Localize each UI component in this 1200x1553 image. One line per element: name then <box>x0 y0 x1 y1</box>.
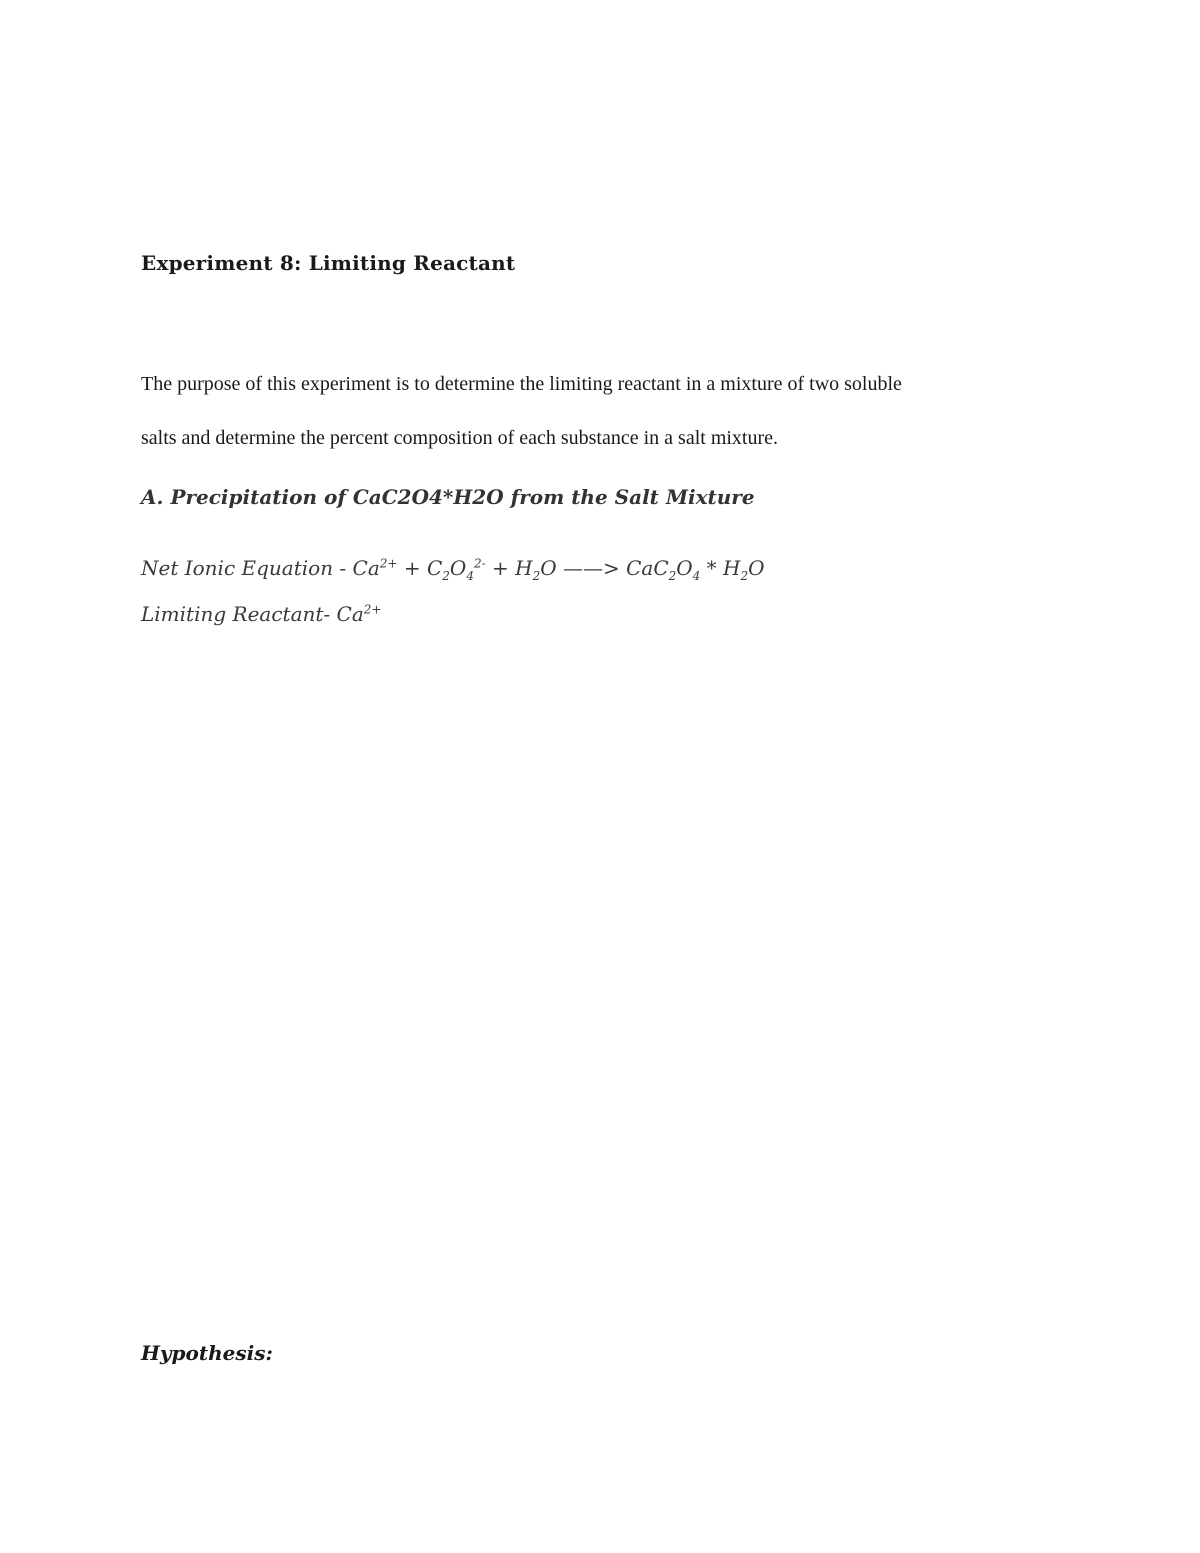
purpose-line-2: salts and determine the percent composition of each substance in a salt mixture. <box>141 427 779 449</box>
equation-plus-1: + C <box>397 556 443 580</box>
equation-arrow-product: O ——> CaC <box>540 556 669 580</box>
o-subscript: 4 <box>466 569 474 583</box>
limiting-reactant <box>141 602 381 626</box>
product-h-subscript: 2 <box>740 569 749 583</box>
purpose-paragraph <box>141 357 1061 465</box>
page-title: Experiment 8: Limiting Reactant <box>141 251 516 275</box>
equation-end: O <box>748 556 765 580</box>
net-ionic-equation <box>141 556 765 583</box>
equation-star-h: * H <box>700 556 741 580</box>
equation-label: Net Ionic Equation - Ca <box>141 556 380 580</box>
equation-plus-2: + H <box>485 556 533 580</box>
limiting-label: Limiting Reactant- Ca <box>141 602 364 626</box>
section-a-heading: A. Precipitation of CaC2O4*H2O from the Salt Mixture <box>141 485 755 509</box>
oxalate-charge: 2- <box>473 556 486 571</box>
limiting-charge: 2+ <box>363 602 382 617</box>
product-c-subscript: 2 <box>668 569 677 583</box>
product-oxygen: O <box>676 556 693 580</box>
product-o-subscript: 4 <box>692 569 701 583</box>
oxygen: O <box>449 556 467 580</box>
purpose-line-1: The purpose of this experiment is to determine the limiting reactant in a mixture of two soluble <box>141 373 902 395</box>
ca-charge: 2+ <box>379 556 398 571</box>
hypothesis-heading: Hypothesis: <box>141 1341 273 1365</box>
h-subscript: 2 <box>532 569 541 583</box>
c-subscript: 2 <box>442 569 450 583</box>
